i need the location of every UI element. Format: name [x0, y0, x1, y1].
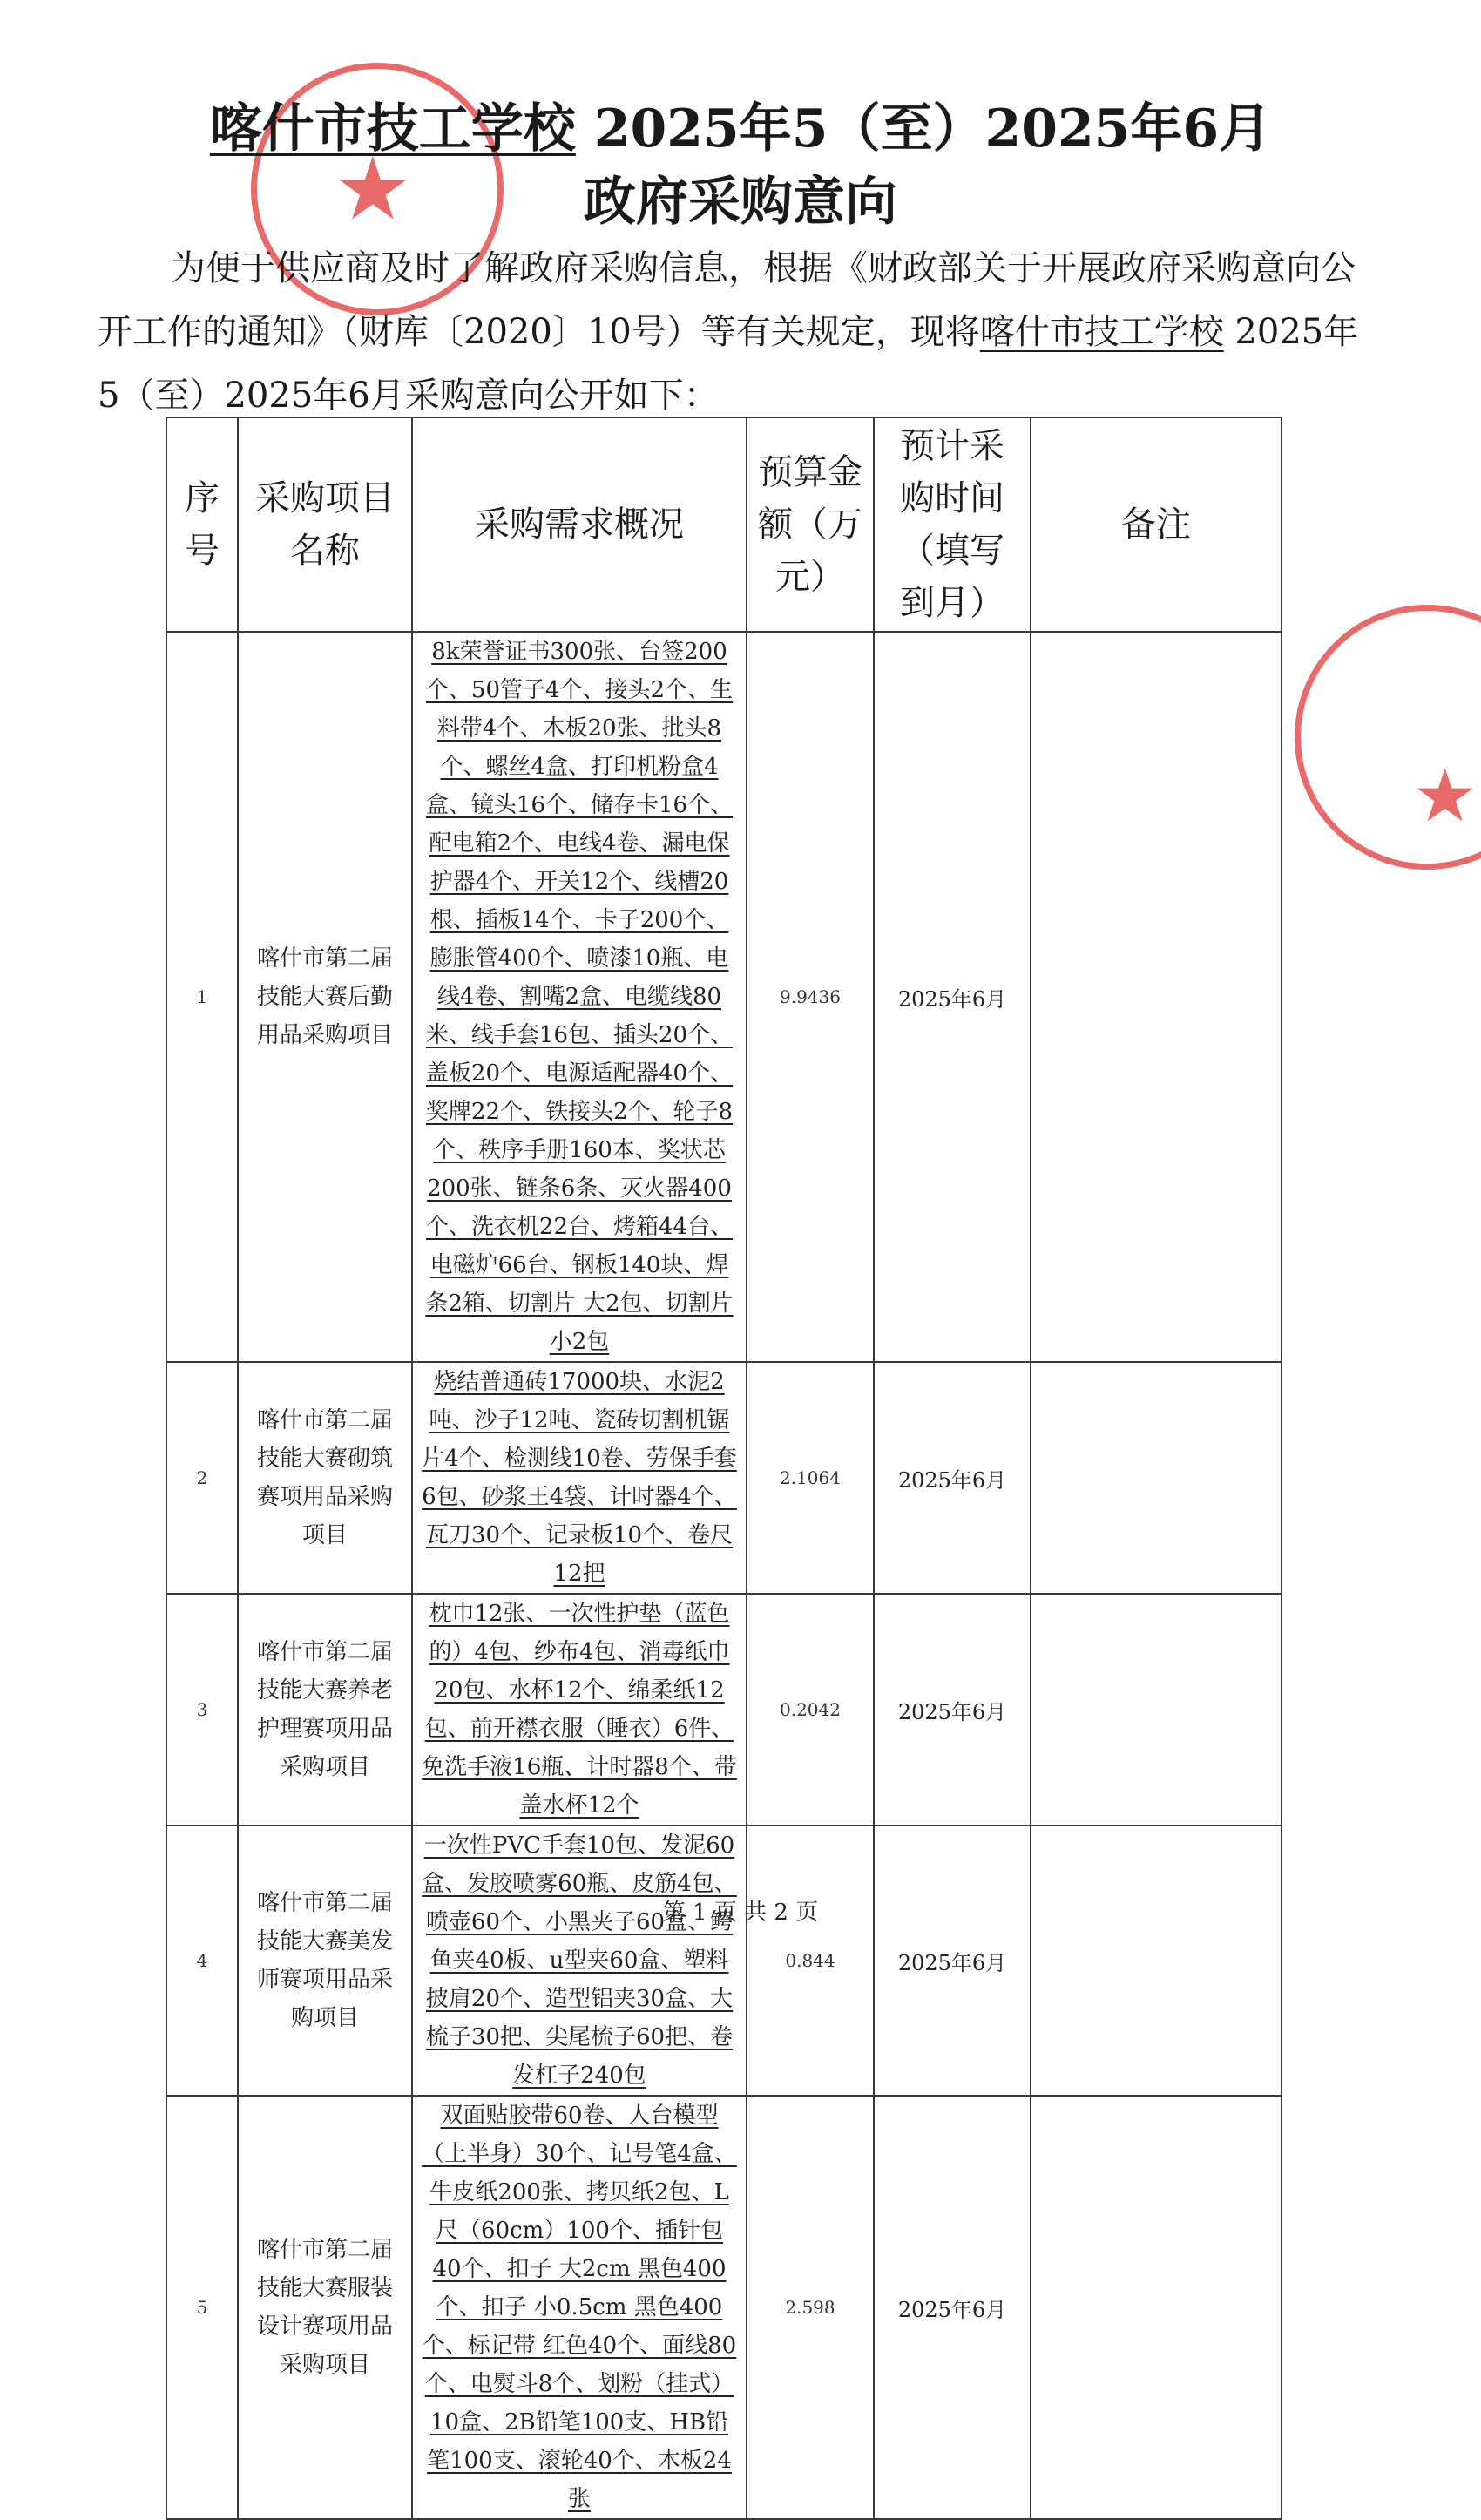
row-budget: 0.844: [747, 1826, 874, 2096]
row-index: 1: [166, 632, 238, 1362]
row-remark: [1031, 1362, 1282, 1594]
header-purchase-time: 预计采购时间（填写到月）: [874, 417, 1031, 632]
seal-star-icon: ★: [1412, 753, 1478, 838]
row-index: 3: [166, 1594, 238, 1826]
row-project-name: 喀什市第二届技能大赛砌筑赛项用品采购项目: [238, 1362, 412, 1594]
row-project-name: 喀什市第二届技能大赛后勤用品采购项目: [238, 632, 412, 1362]
table-header-row: [166, 417, 1282, 632]
document-subtitle: 政府采购意向: [584, 172, 897, 233]
row-project-name: 喀什市第二届技能大赛服装设计赛项用品采购项目: [238, 2096, 412, 2519]
header-project-name: 采购项目名称: [238, 417, 412, 632]
table-row: [166, 632, 1282, 1362]
row-purchase-time: 2025年6月: [874, 1826, 1031, 2096]
intro-text: 为便于供应商及时了解政府采购信息，根据《财政部关于开展政府采购意向公开工作的通知》（财库〔2020〕10号）等有关规定，现将: [98, 248, 1356, 352]
page-footer: 第 1 页 共 2 页: [662, 1900, 819, 1926]
intro-paragraph: [98, 237, 1366, 428]
row-requirement: 烧结普通砖17000块、水泥2吨、沙子12吨、瓷砖切割机锯片4个、检测线10卷、劳保手套6包、砂浆王4袋、计时器4个、瓦刀30个、记录板10个、卷尺12把: [412, 1362, 747, 1594]
table-row: [166, 2096, 1282, 2519]
header-index: 序号: [166, 417, 238, 632]
document-title: [0, 98, 1481, 160]
row-requirement: 8k荣誉证书300张、台签200个、50管子4个、接头2个、生料带4个、木板20张、批头8个、螺丝4盒、打印机粉盒4盒、镜头16个、储存卡16个、配电箱2个、电线4卷、漏电保护器4个、开关12个、线槽20根、插板14个、卡子200个、膨胀管400个、喷漆10瓶、电线4卷、割嘴2盒、电缆线80米、线手套16包、插头20个、盖板20个、电源适配器40个、奖牌22个、铁接头2个、轮子8个、秩序手册160本、奖状芯200张、链条6条、灭火器400个、洗衣机22台、烤箱44台、电磁炉66台、钢板140块、焊条2箱、切割片 大2包、切割片 小2包: [412, 632, 747, 1362]
row-project-name: 喀什市第二届技能大赛养老护理赛项用品采购项目: [238, 1594, 412, 1826]
title-school-name: 喀什市技工学校: [209, 98, 576, 159]
row-purchase-time: 2025年6月: [874, 2096, 1031, 2519]
row-purchase-time: 2025年6月: [874, 1362, 1031, 1594]
row-requirement: 双面贴胶带60卷、人台模型（上半身）30个、记号笔4盒、牛皮纸200张、拷贝纸2包、L尺（60cm）100个、插针包40个、扣子 大2cm 黑色400个、扣子 小0.5cm 黑色400个、标记带 红色40个、面线80个、电熨斗8个、划粉（挂式）10盒、2B铅笔100支、HB铅笔100支、滚轮40个、木板24张: [412, 2096, 747, 2519]
row-index: 2: [166, 1362, 238, 1594]
header-requirement: 采购需求概况: [412, 417, 747, 632]
header-remark: 备注: [1031, 417, 1282, 632]
row-remark: [1031, 2096, 1282, 2519]
seal-star-icon: ★: [334, 138, 412, 240]
table-row: [166, 1594, 1282, 1826]
row-remark: [1031, 1594, 1282, 1826]
row-remark: [1031, 1826, 1282, 2096]
row-project-name: 喀什市第二届技能大赛美发师赛项用品采购项目: [238, 1826, 412, 2096]
official-seal-stamp-margin: [1295, 605, 1481, 870]
row-requirement: 一次性PVC手套10包、发泥60盒、发胶喷雾60瓶、皮筋4包、喷壶60个、小黑夹子60盒、鳄鱼夹40板、u型夹60盒、塑料披肩20个、造型铝夹30盒、大梳子30把、尖尾梳子60把、卷发杠子240包: [412, 1826, 747, 2096]
table-row: [166, 1826, 1282, 2096]
table-row: [166, 1362, 1282, 1594]
row-purchase-time: 2025年6月: [874, 1594, 1031, 1826]
row-remark: [1031, 632, 1282, 1362]
row-index: 4: [166, 1826, 238, 2096]
row-budget: 2.598: [747, 2096, 874, 2519]
row-budget: 2.1064: [747, 1362, 874, 1594]
intro-text-end: 2025年5（至）2025年6月采购意向公开如下：: [98, 312, 1359, 416]
procurement-table: [166, 417, 1282, 2520]
row-budget: 9.9436: [747, 632, 874, 1362]
intro-school-name: 喀什市技工学校: [979, 312, 1224, 352]
row-index: 5: [166, 2096, 238, 2519]
header-budget: 预算金额（万元）: [747, 417, 874, 632]
row-requirement: 枕巾12张、一次性护垫（蓝色的）4包、纱布4包、消毒纸巾20包、水杯12个、绵柔纸12包、前开襟衣服（睡衣）6件、免洗手液16瓶、计时器8个、带盖水杯12个: [412, 1594, 747, 1826]
row-purchase-time: 2025年6月: [874, 632, 1031, 1362]
title-period: 2025年5（至）2025年6月: [593, 98, 1272, 159]
row-budget: 0.2042: [747, 1594, 874, 1826]
